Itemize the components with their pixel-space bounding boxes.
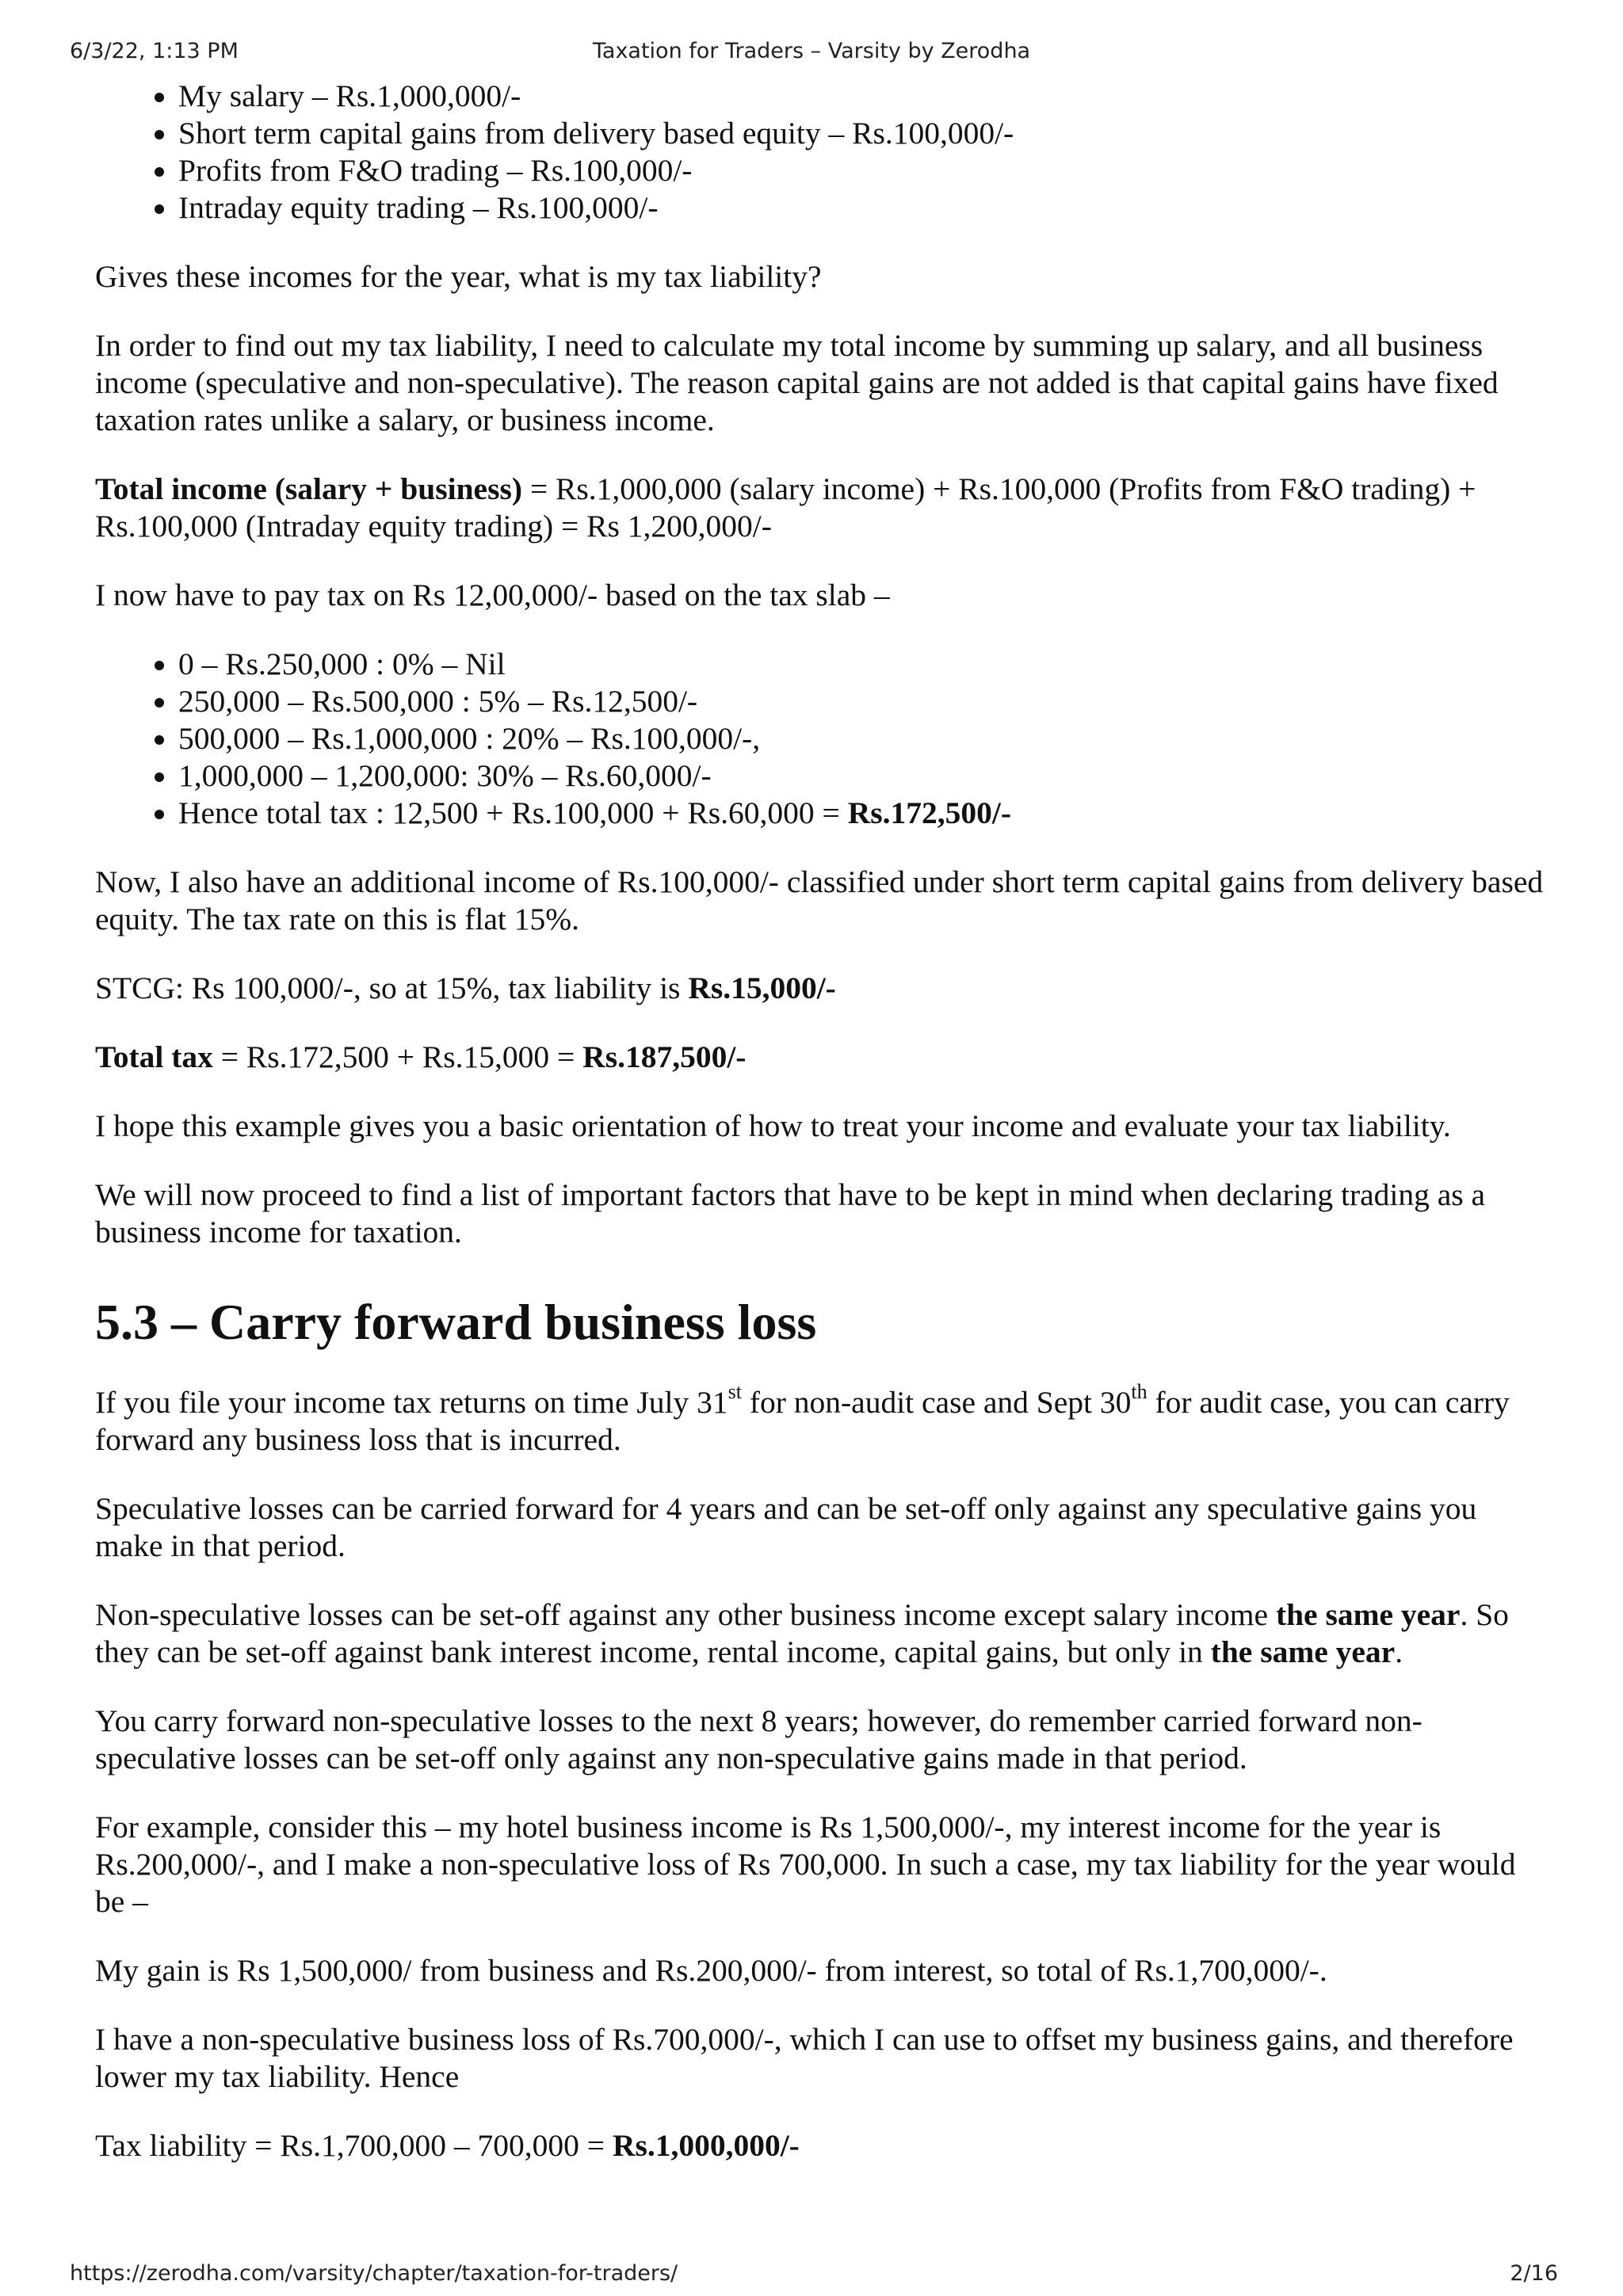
paragraph-stcg: STCG: Rs 100,000/-, so at 15%, tax liability is Rs.15,000/-: [95, 971, 836, 1005]
list-item: • Intraday equity trading – Rs.100,000/-: [178, 189, 1545, 227]
page-number: 2/16: [1510, 2261, 1558, 2286]
paragraph-order: In order to find out my tax liability, I need to calculate my total income by summing up salary, and all business income (speculative and non-speculative). The reason capital gains are not added is that capital gains have fixed taxation rates unlike a salary, or business income.: [95, 328, 1499, 437]
article-body: [95, 78, 1545, 2164]
paragraph-total-tax: Total tax = Rs.172,500 + Rs.15,000 = Rs.187,500/-: [95, 1039, 747, 1074]
paragraph-additional: Now, I also have an additional income of Rs.100,000/- classified under short term capital gains from delivery based equity. The tax rate on this is flat 15%.: [95, 864, 1544, 936]
list-item-total: • Hence total tax : 12,500 + Rs.100,000 + Rs.60,000 = Rs.172,500/-: [178, 795, 1545, 832]
list-item: • 500,000 – Rs.1,000,000 : 20% – Rs.100,000/-,: [178, 720, 1545, 757]
paragraph-total-income: [95, 471, 1545, 545]
list-item: • 250,000 – Rs.500,000 : 5% – Rs.12,500/-: [178, 683, 1545, 720]
list-item: • My salary – Rs.1,000,000/-: [178, 78, 1545, 115]
paragraph-file: If you file your income tax returns on time July 31st for non-audit case and Sept 30th for audit case, you can carry forward any business loss that is incurred.: [95, 1380, 1510, 1457]
paragraph-speculative: Speculative losses can be carried forward for 4 years and can be set-off only against any speculative gains you make in that period.: [95, 1491, 1477, 1563]
paragraph-tax-liability: Tax liability = Rs.1,700,000 – 700,000 = Rs.1,000,000/-: [95, 2128, 800, 2163]
slab-list: [95, 646, 1545, 832]
total-income-label: Total income (salary + business): [95, 471, 522, 506]
list-item: • 1,000,000 – 1,200,000: 30% – Rs.60,000/-: [178, 757, 1545, 795]
paragraph-question: Gives these incomes for the year, what is my tax liability?: [95, 259, 822, 294]
paragraph-example: For example, consider this – my hotel business income is Rs 1,500,000/-, my interest income for the year is Rs.200,000/-, and I make a non-speculative loss of Rs 700,000. In such a case, my tax liability for the year would be –: [95, 1810, 1516, 1919]
total-income-text: = Rs.1,000,000 (salary income) + Rs.100,000 (Profits from F&O trading) + Rs.100,000 (Intraday equity trading) = Rs 1,200,000/-: [95, 471, 1476, 543]
paragraph-loss: I have a non-speculative business loss of Rs.700,000/-, which I can use to offset my business gains, and therefore lower my tax liability. Hence: [95, 2022, 1514, 2094]
paragraph-slab: I now have to pay tax on Rs 12,00,000/- based on the tax slab –: [95, 578, 890, 612]
footer-url[interactable]: https://zerodha.com/varsity/chapter/taxation-for-traders/: [70, 2261, 678, 2286]
paragraph-proceed: We will now proceed to find a list of important factors that have to be kept in mind when declaring trading as a business income for taxation.: [95, 1177, 1486, 1249]
paragraph-nonspeculative: Non-speculative losses can be set-off against any other business income except salary income the same year. So they can be set-off against bank interest income, rental income, capital gains, but only in the same year.: [95, 1597, 1509, 1669]
print-header: [0, 38, 1623, 67]
list-item: • Profits from F&O trading – Rs.100,000/-: [178, 152, 1545, 189]
paragraph-carry-forward: You carry forward non-speculative losses to the next 8 years; however, do remember carried forward non-speculative losses can be set-off only against any non-speculative gains made in that period.: [95, 1703, 1423, 1775]
paragraph-gain: My gain is Rs 1,500,000/ from business and Rs.200,000/- from interest, so total of Rs.1,700,000/-.: [95, 1953, 1327, 1988]
list-item: • Short term capital gains from delivery based equity – Rs.100,000/-: [178, 115, 1545, 152]
income-list: [95, 78, 1545, 227]
list-item: • 0 – Rs.250,000 : 0% – Nil: [178, 646, 1545, 683]
paragraph-hope: I hope this example gives you a basic orientation of how to treat your income and evaluate your tax liability.: [95, 1108, 1451, 1143]
print-footer: [0, 2260, 1623, 2289]
header-datetime: 6/3/22, 1:13 PM: [70, 39, 239, 63]
section-heading: 5.3 – Carry forward business loss: [95, 1294, 817, 1350]
header-title: Taxation for Traders – Varsity by Zerodha: [592, 39, 1031, 63]
